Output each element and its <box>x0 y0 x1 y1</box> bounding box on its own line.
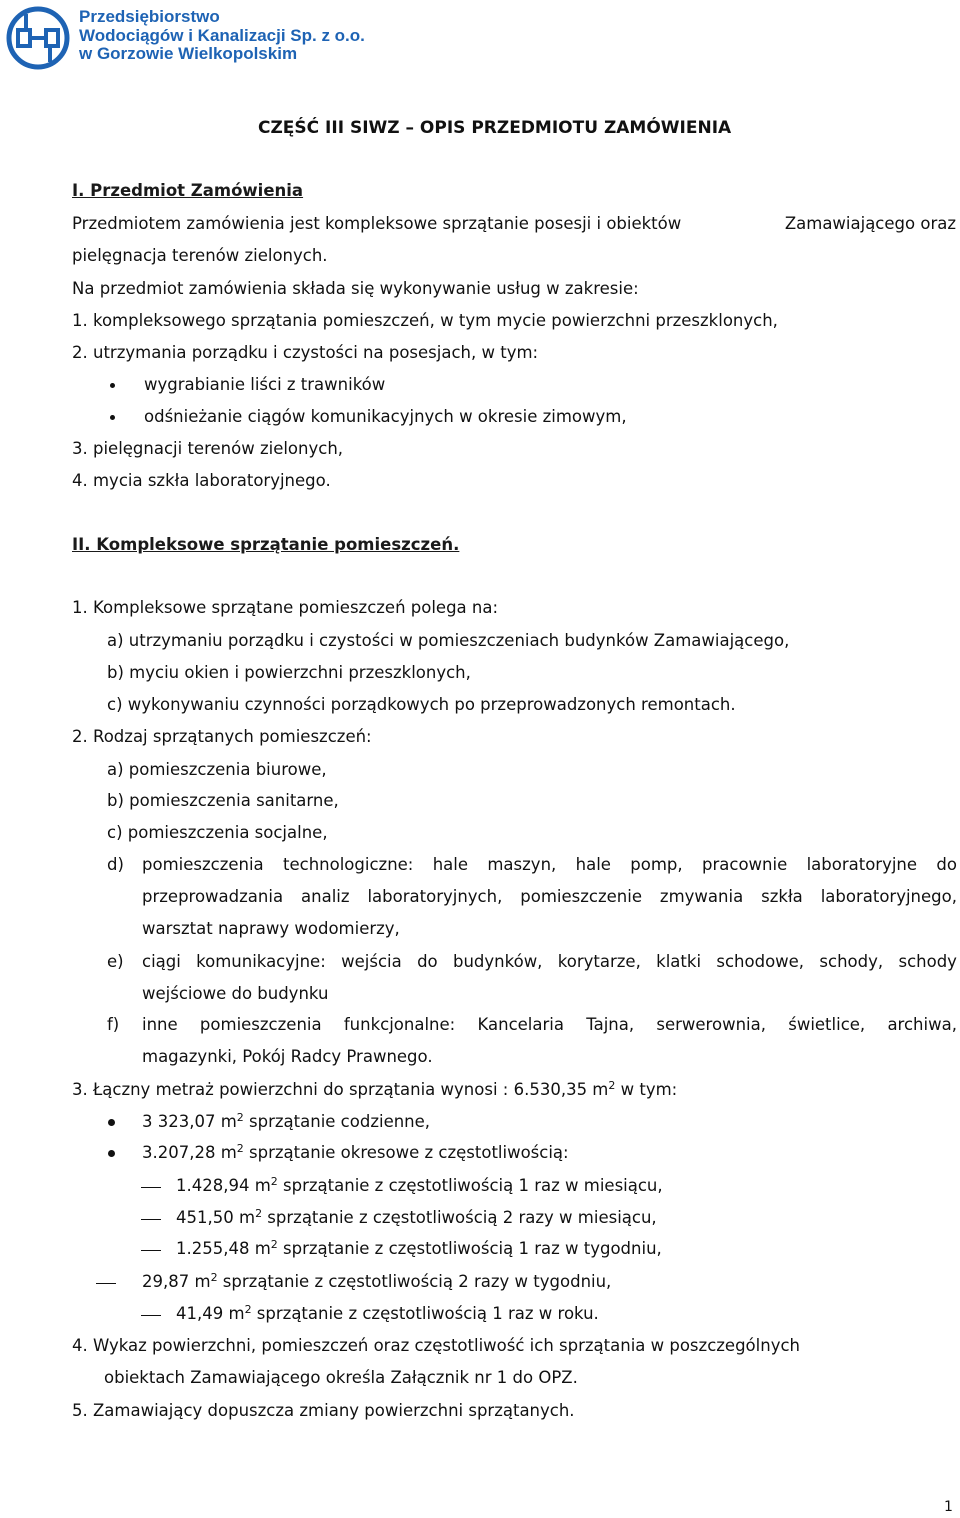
area-daily <box>142 1111 431 1131</box>
area-unit-superscript: 2 <box>244 1303 252 1316</box>
room-type-a: a) pomieszczenia biurowe, <box>107 760 327 779</box>
scope-item-2: 2. utrzymania porządku i czystości na posesjach, w tym: <box>72 343 539 362</box>
paragraph-4-line2: obiektach Zamawiającego określa Załącznik nr 1 do OPZ. <box>104 1368 578 1387</box>
paragraph-1-item-c: c) wykonywaniu czynności porządkowych po przeprowadzonych remontach. <box>107 695 736 714</box>
scope-item-3: 3. pielęgnacji terenów zielonych, <box>72 439 344 458</box>
justified-word: wejścia <box>341 952 402 971</box>
scope-item-4: 4. mycia szkła laboratoryjnego. <box>72 471 331 490</box>
justified-word: maszyn, <box>487 855 557 874</box>
justified-word: laboratoryjnych, <box>367 887 503 906</box>
intro-text-part2: Zamawiającego oraz <box>784 214 956 233</box>
area-unit-superscript: 2 <box>608 1079 616 1092</box>
frequency-label: sprzątanie z częstotliwością 2 razy w tygodniu, <box>217 1272 612 1291</box>
frequency-item-5 <box>176 1303 599 1323</box>
justified-word: pomp, <box>630 855 683 874</box>
room-type-c: c) pomieszczenia socjalne, <box>107 823 328 842</box>
section-1-intro-line1 <box>72 216 956 233</box>
section-1-heading: I. Przedmiot Zamówienia <box>72 181 304 200</box>
justified-word: schodowe, <box>716 952 805 971</box>
frequency-value: 451,50 m <box>176 1208 256 1227</box>
room-type-d-line1 <box>142 857 957 874</box>
scope-subitem-2: odśnieżanie ciągów komunikacyjnych w okresie zimowym, <box>144 407 627 426</box>
justified-word: ciągi <box>142 952 181 971</box>
area-unit-superscript: 2 <box>236 1142 244 1155</box>
area-daily-label: sprzątanie codzienne, <box>243 1112 431 1131</box>
room-type-b: b) pomieszczenia sanitarne, <box>107 791 339 810</box>
room-type-e-label: e) <box>107 952 124 971</box>
company-name-line3: w Gorzowie Wielkopolskim <box>79 44 298 63</box>
justified-word: laboratoryjne <box>806 855 918 874</box>
section-1-intro-line2: pielęgnacja terenów zielonych. <box>72 246 328 265</box>
dash-icon <box>96 1283 116 1284</box>
frequency-value: 1.428,94 m <box>176 1176 271 1195</box>
frequency-label: sprzątanie z częstotliwością 2 razy w miesiącu, <box>262 1208 657 1227</box>
justified-word: świetlice, <box>788 1015 866 1034</box>
bullet-icon <box>108 1150 115 1157</box>
intro-text-part1: Przedmiotem zamówienia jest kompleksowe sprzątanie posesji i obiektów <box>72 214 682 233</box>
paragraph-5: 5. Zamawiający dopuszcza zmiany powierzchni sprzątanych. <box>72 1401 575 1420</box>
justified-word: Kancelaria <box>477 1015 564 1034</box>
frequency-item-2 <box>176 1207 657 1227</box>
justified-word: analiz <box>301 887 350 906</box>
justified-word: hale <box>575 855 611 874</box>
paragraph-2: 2. Rodzaj sprzątanych pomieszczeń: <box>72 727 372 746</box>
section-2-heading: II. Kompleksowe sprzątanie pomieszczeń. <box>72 535 460 554</box>
frequency-label: sprzątanie z częstotliwością 1 raz w tygodniu, <box>277 1239 662 1258</box>
justified-word: pomieszczenia <box>142 855 264 874</box>
justified-word: hale <box>432 855 469 874</box>
frequency-item-3 <box>176 1238 662 1258</box>
frequency-value: 1.255,48 m <box>176 1239 271 1258</box>
area-periodic <box>142 1142 569 1162</box>
room-type-f-label: f) <box>107 1015 120 1034</box>
justified-word: Tajna, <box>586 1015 635 1034</box>
bullet-icon <box>110 415 115 420</box>
area-unit-superscript: 2 <box>210 1271 218 1284</box>
frequency-item-4 <box>142 1271 612 1291</box>
bullet-icon <box>110 383 115 388</box>
justified-word: pomieszczenie <box>520 887 642 906</box>
justified-word: funkcjonalne: <box>343 1015 456 1034</box>
area-periodic-value: 3.207,28 m <box>142 1143 237 1162</box>
frequency-value: 41,49 m <box>176 1304 245 1323</box>
scope-intro: Na przedmiot zamówienia składa się wykonywanie usług w zakresie: <box>72 279 639 298</box>
dash-icon <box>141 1219 161 1220</box>
room-type-f-line2: magazynki, Pokój Radcy Prawnego. <box>142 1047 433 1066</box>
justified-word: klatki <box>656 952 702 971</box>
justified-word: laboratoryjnego, <box>820 887 957 906</box>
scope-item-1: 1. kompleksowego sprzątania pomieszczeń, w tym mycie powierzchni przeszklonych, <box>72 311 778 330</box>
paragraph-4-line1: 4. Wykaz powierzchni, pomieszczeń oraz częstotliwość ich sprzątania w poszczególnych <box>72 1336 800 1355</box>
area-unit-superscript: 2 <box>270 1175 278 1188</box>
water-utility-logo-icon <box>6 6 70 70</box>
area-periodic-label: sprzątanie okresowe z częstotliwością: <box>243 1143 569 1162</box>
room-type-f-line1 <box>142 1017 957 1034</box>
room-type-d-label: d) <box>107 855 124 874</box>
area-daily-value: 3 323,07 m <box>142 1112 237 1131</box>
frequency-item-1 <box>176 1175 663 1195</box>
bullet-icon <box>108 1119 115 1126</box>
room-type-d-line3: warsztat naprawy wodomierzy, <box>142 919 400 938</box>
area-unit-superscript: 2 <box>270 1238 278 1251</box>
frequency-value: 29,87 m <box>142 1272 211 1291</box>
dash-icon <box>141 1315 161 1316</box>
justified-word: technologiczne: <box>283 855 414 874</box>
dash-icon <box>141 1250 161 1251</box>
justified-word: komunikacyjne: <box>196 952 326 971</box>
justified-word: serwerownia, <box>656 1015 766 1034</box>
area-unit-superscript: 2 <box>255 1207 263 1220</box>
total-area-suffix: w tym: <box>615 1080 678 1099</box>
paragraph-1-item-b: b) myciu okien i powierzchni przeszklonych, <box>107 663 471 682</box>
justified-word: archiwa, <box>887 1015 957 1034</box>
area-unit-superscript: 2 <box>236 1111 244 1124</box>
justified-word: schody, <box>819 952 884 971</box>
company-name <box>79 8 365 64</box>
justified-word: inne <box>142 1015 178 1034</box>
room-type-d-line2 <box>142 889 957 906</box>
justified-word: szkła <box>761 887 803 906</box>
page-number: 1 <box>944 1499 953 1515</box>
paragraph-1-item-a: a) utrzymaniu porządku i czystości w pomieszczeniach budynków Zamawiającego, <box>107 631 790 650</box>
paragraph-1: 1. Kompleksowe sprzątane pomieszczeń polega na: <box>72 598 499 617</box>
justified-word: pomieszczenia <box>199 1015 322 1034</box>
dash-icon <box>141 1187 161 1188</box>
justified-word: pracownie <box>702 855 788 874</box>
frequency-label: sprzątanie z częstotliwością 1 raz w roku. <box>251 1304 599 1323</box>
justified-word: budynków, <box>453 952 543 971</box>
room-type-e-line2: wejściowe do budynku <box>142 984 329 1003</box>
justified-word: do <box>417 952 438 971</box>
company-name-line2: Wodociągów i Kanalizacji Sp. z o.o. <box>79 25 365 45</box>
frequency-label: sprzątanie z częstotliwością 1 raz w miesiącu, <box>277 1176 663 1195</box>
justified-word: przeprowadzania <box>142 887 284 906</box>
justified-word: zmywania <box>659 887 744 906</box>
paragraph-3 <box>72 1079 678 1099</box>
document-title: CZĘŚĆ III SIWZ – OPIS PRZEDMIOTU ZAMÓWIENIA <box>258 118 732 138</box>
room-type-e-line1 <box>142 954 957 971</box>
justified-word: korytarze, <box>557 952 641 971</box>
total-area-text: 3. Łączny metraż powierzchni do sprzątania wynosi : 6.530,35 m <box>72 1080 609 1099</box>
company-name-line1: Przedsiębiorstwo <box>79 7 220 26</box>
justified-word: do <box>936 855 957 874</box>
scope-subitem-1: wygrabianie liści z trawników <box>144 375 386 394</box>
justified-word: schody <box>898 952 957 971</box>
